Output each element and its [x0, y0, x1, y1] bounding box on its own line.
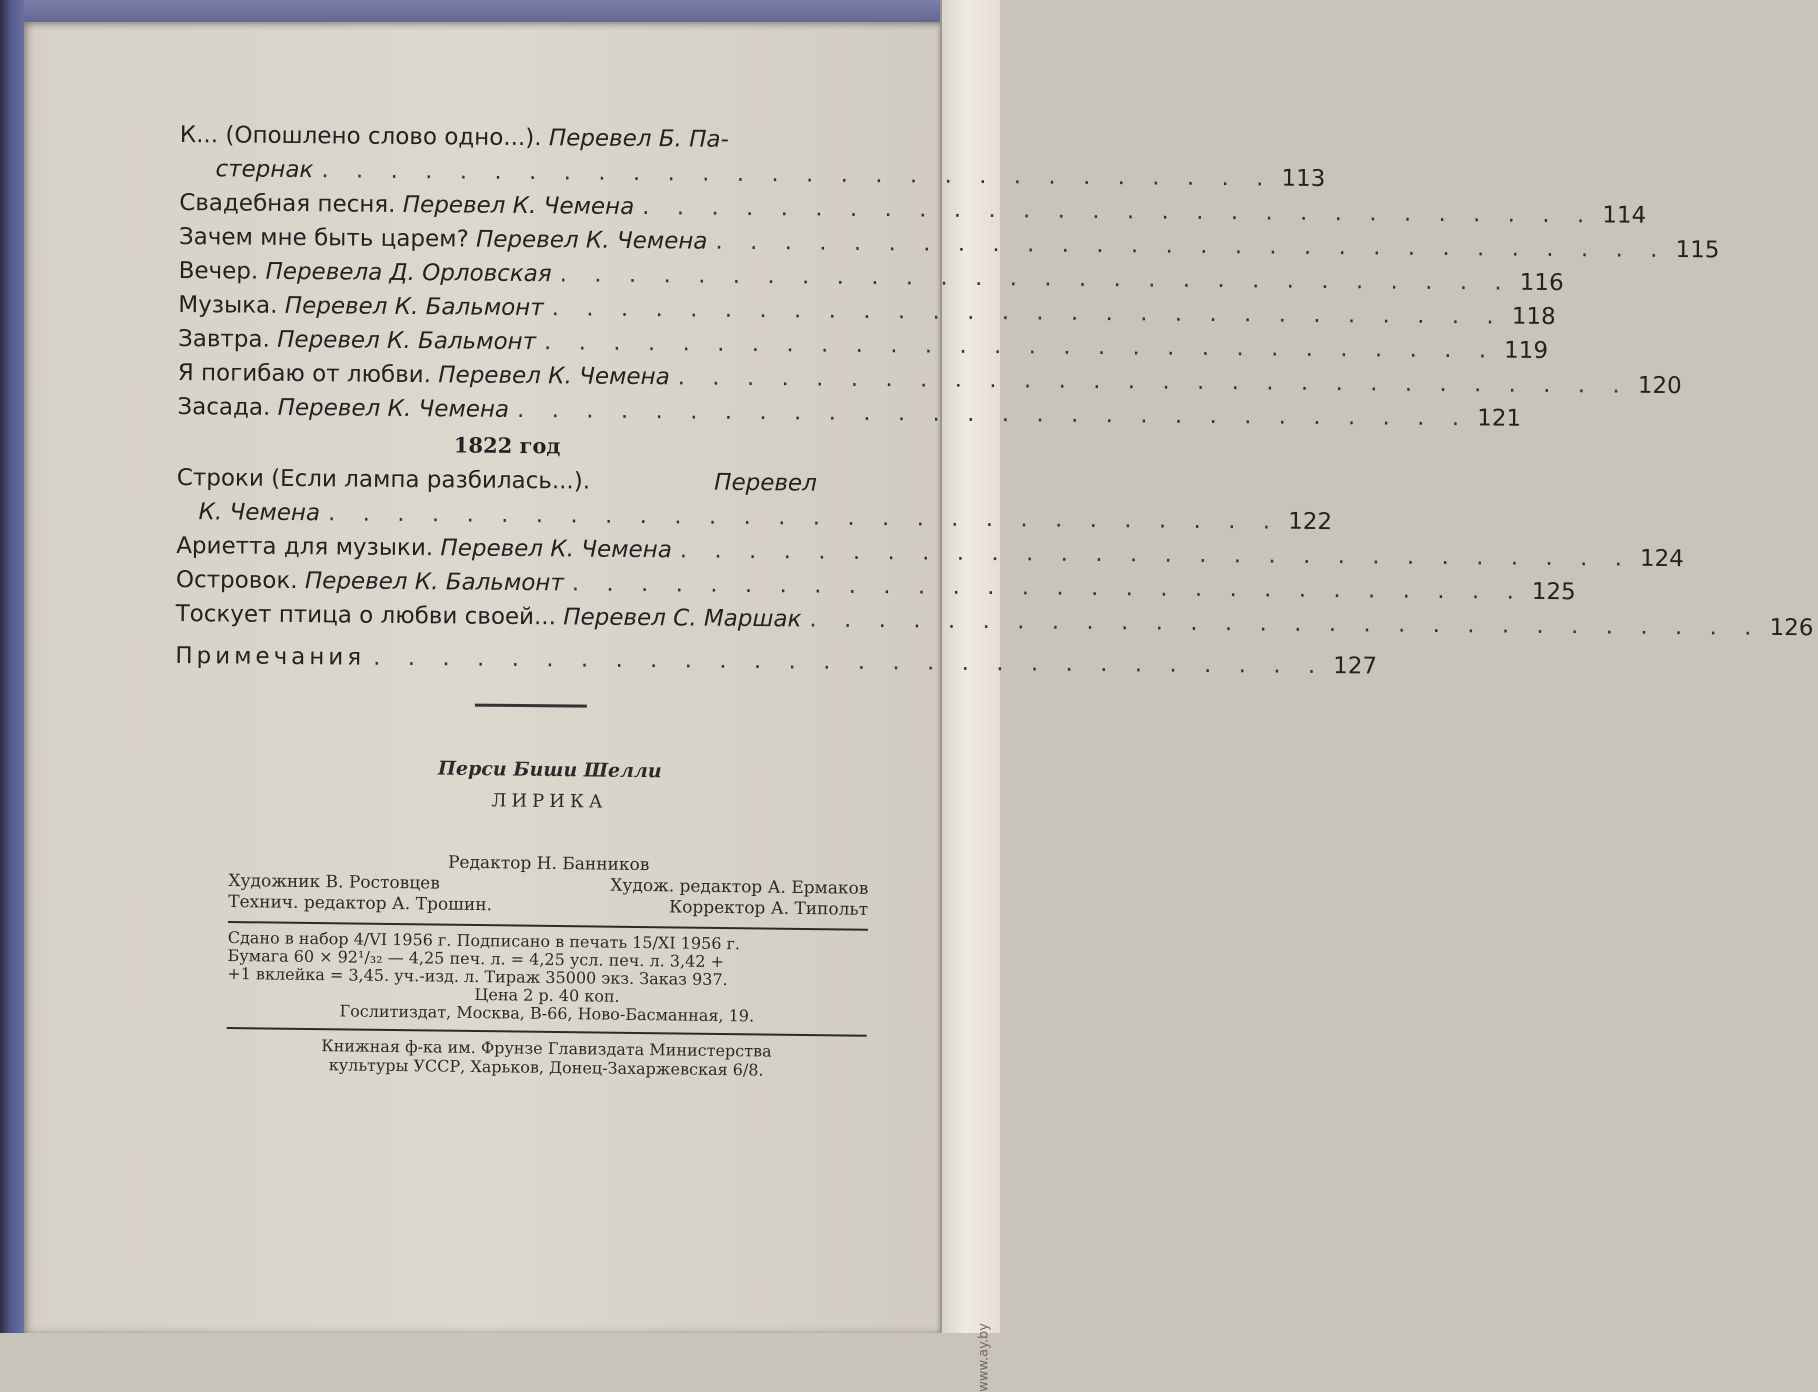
toc-leader-dots: . . . . . . . . . . . . . . . . . . . . . . . . . . . . — [715, 228, 1668, 263]
printer-info — [226, 1035, 866, 1081]
toc-page-number: 114 — [1602, 202, 1647, 229]
toc-entry-translator: Перевел Б. Па- — [548, 125, 730, 153]
toc-entry-translator: Перевел К. Чемена — [438, 362, 670, 391]
toc-entry-translator: Перевел К. Бальмонт — [304, 568, 564, 597]
toc-entry-translator: Перевел К. Чемена — [440, 535, 672, 564]
toc-entry — [175, 597, 1814, 642]
year-heading: 1822 год — [453, 432, 561, 459]
toc-entry — [176, 461, 1333, 536]
toc-leader-dots: . . . . . . . . . . . . . . . . . . . . . . . . . . . . — [321, 157, 1274, 192]
imprint-line: +1 вклейка = 3,45. уч.-изд. л. Тираж 35000 экз. Заказ 937. — [227, 963, 728, 990]
credit-proofreader: Корректор А. Типольт — [668, 897, 869, 920]
credit-art-editor: Худож. редактор А. Ермаков — [610, 875, 869, 899]
toc-leader-dots: . . . . . . . . . . . . . . . . . . . . . . . . . . . . — [679, 537, 1633, 572]
toc-page-number: 113 — [1281, 165, 1326, 192]
imprint-line: Сдано в набор 4/VI 1956 г. Подписано в печать 15/XI 1956 г. — [227, 927, 741, 954]
toc-leader-dots: . . . . . . . . . . . . . . . . . . . . . . . . . . . . — [559, 261, 1512, 296]
printer-line: Книжная ф-ка им. Фрунзе Главиздата Министерства — [321, 1036, 772, 1061]
toc-page-number: 115 — [1675, 237, 1720, 264]
toc-entry-title: К... (Опошлено слово одно...). — [179, 121, 542, 152]
toc-page-number: 122 — [1288, 508, 1333, 536]
toc-entry-title: Я погибаю от любви. — [177, 359, 432, 389]
toc-page-number: 126 — [1769, 614, 1814, 642]
toc-page-number: 121 — [1477, 405, 1522, 432]
author-name: Перси Биши Шелли — [437, 757, 662, 783]
toc-page-number: 125 — [1531, 578, 1576, 606]
toc-entry-title: Зачем мне быть царем? — [178, 223, 469, 253]
imprint-line: Бумага 60 × 92¹/₃₂ — 4,25 печ. л. = 4,25 усл. печ. л. 3,42 + — [227, 945, 725, 972]
toc-entry-translator: Перевел К. Бальмонт — [284, 292, 544, 322]
toc-entry-translator: Перевел К. Бальмонт — [277, 326, 537, 356]
toc-page-number: 118 — [1511, 303, 1556, 331]
toc-entry-title: Засада. — [177, 393, 271, 421]
toc-leader-dots: . . . . . . . . . . . . . . . . . . . . . . . . . . . . — [551, 295, 1504, 330]
toc-entry-translator: Перевел — [714, 469, 817, 497]
toc-leader-dots: . . . . . . . . . . . . . . . . . . . . . . . . . . . . — [642, 194, 1595, 229]
toc-entry-title: Островок. — [175, 566, 298, 595]
toc-entry-notes — [175, 639, 1378, 680]
credit-tech-editor: Технич. редактор А. Трошин. — [228, 891, 493, 916]
colophon — [226, 755, 870, 1081]
toc-entry — [179, 118, 1326, 192]
toc-entry-translator: Перевел К. Чемена — [277, 394, 510, 423]
toc-entry-title: Вечер. — [178, 257, 259, 285]
book-title: ЛИРИКА — [491, 790, 608, 813]
printer-line: культуры УССР, Харьков, Донец-Захаржевская 6/8. — [328, 1055, 764, 1080]
toc-entry-title: Тоскует птица о любви своей... — [175, 600, 557, 631]
toc-entry-translator: Перевел К. Чемена — [475, 226, 708, 255]
toc-entry-title: Примечания — [175, 642, 366, 671]
toc-leader-dots: . . . . . . . . . . . . . . . . . . . . . . . . . . . . — [677, 364, 1630, 399]
toc-leader-dots: . . . . . . . . . . . . . . . . . . . . . . . . . . . . — [373, 644, 1326, 680]
toc-entry-translator: Перевел К. Чемена — [402, 191, 635, 220]
toc-entry-translator: Перевел С. Маршак — [563, 604, 802, 633]
toc-entry-title: Строки (Если лампа разбилась...). — [176, 464, 591, 495]
book-cover-spine — [0, 0, 24, 1333]
toc-entry-translator-cont: К. Чемена — [198, 499, 321, 527]
imprint — [227, 929, 868, 1027]
credit-artist: Художник В. Ростовцев — [228, 870, 440, 894]
table-of-contents — [175, 118, 1814, 710]
toc-page-number: 124 — [1639, 545, 1684, 573]
toc-entry — [177, 390, 1522, 432]
toc-entry-translator: Перевела Д. Орловская — [265, 258, 552, 288]
toc-page-number: 127 — [1333, 653, 1378, 680]
toc-leader-dots: . . . . . . . . . . . . . . . . . . . . . . . . . . . . — [516, 396, 1470, 432]
toc-page-number: 116 — [1519, 269, 1564, 297]
toc-entry-title: Свадебная песня. — [179, 189, 396, 218]
toc-entry-title: Музыка. — [178, 291, 278, 319]
toc-page-number: 119 — [1504, 337, 1549, 364]
toc-leader-dots: . . . . . . . . . . . . . . . . . . . . . . . . . . . . — [543, 329, 1497, 364]
credits — [228, 850, 869, 921]
toc-entry-translator-cont: стернак — [215, 156, 314, 184]
imprint-price: Цена 2 р. 40 коп. — [474, 985, 620, 1006]
toc-leader-dots: . . . . . . . . . . . . . . . . . . . . . . . . . . . . — [809, 606, 1762, 641]
toc-leader-dots: . . . . . . . . . . . . . . . . . . . . . . . . . . . . — [571, 570, 1524, 605]
toc-entry-title: Ариетта для музыки. — [176, 532, 434, 562]
imprint-publisher: Гослитиздат, Москва, В-66, Ново-Басманная, 19. — [339, 1001, 755, 1026]
toc-leader-dots: . . . . . . . . . . . . . . . . . . . . . . . . . . . . — [327, 500, 1281, 535]
toc-page-number: 120 — [1637, 372, 1682, 400]
toc-entry-title: Завтра. — [177, 325, 270, 353]
watermark-text: www.ay.by — [977, 1323, 992, 1392]
credit-editor: Редактор Н. Банников — [447, 852, 650, 876]
